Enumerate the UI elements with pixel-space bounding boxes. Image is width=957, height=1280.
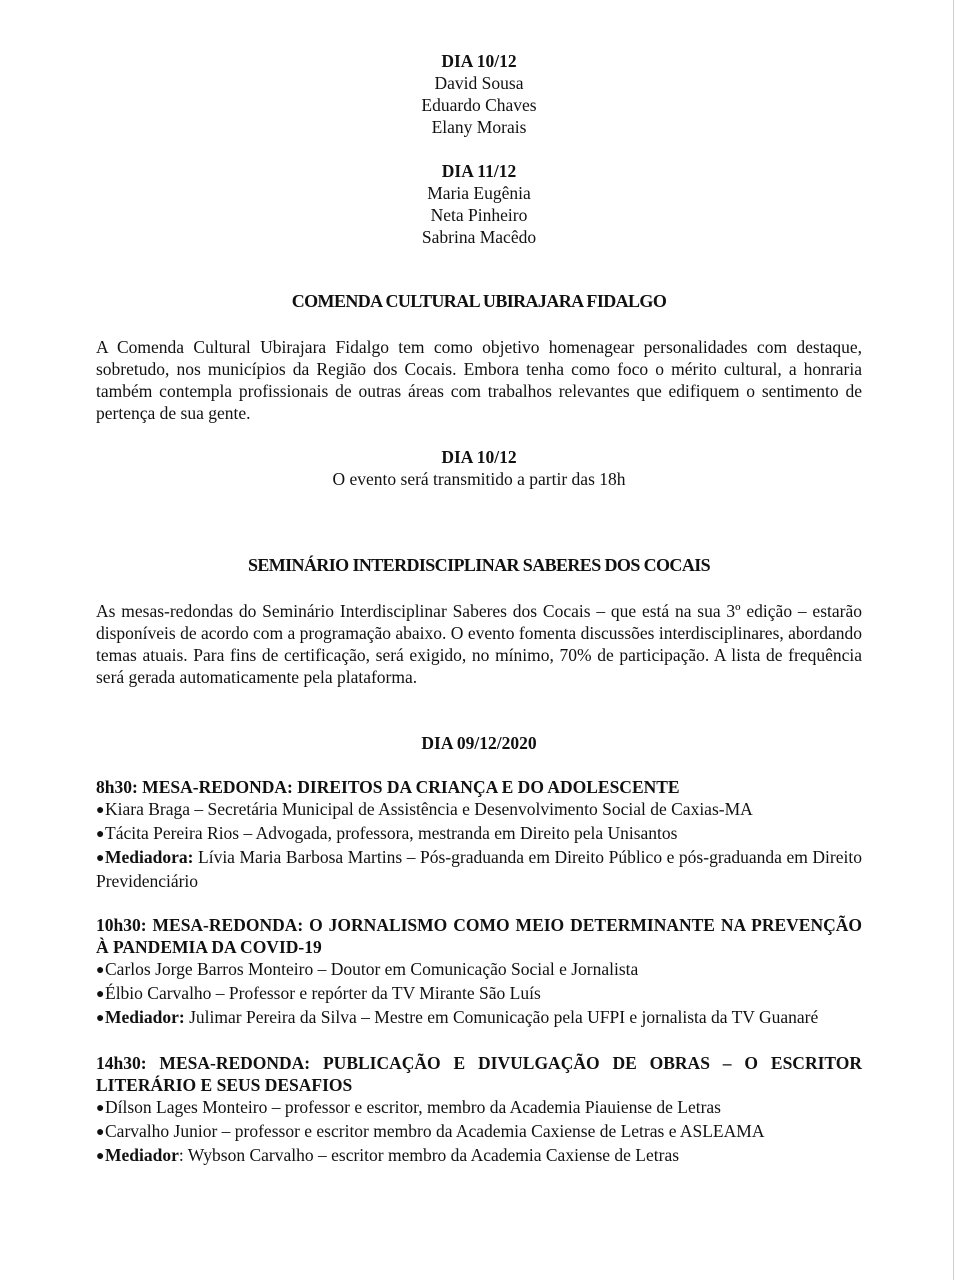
participant-item (96, 1120, 862, 1144)
mesa-heading: 10h30: MESA-REDONDA: O JORNALISMO COMO MEIO DETERMINANTE NA PREVENÇÃO À PANDEMIA DA COVID-19 (96, 915, 862, 957)
honoree-name: Sabrina Macêdo (421, 227, 537, 247)
participant-item (96, 982, 862, 1006)
participant-text: Élbio Carvalho – Professor e repórter da TV Mirante São Luís (105, 983, 541, 1003)
honoree-name: Eduardo Chaves (421, 95, 537, 115)
bullet-icon: ● (96, 851, 105, 866)
participant-item (96, 822, 862, 846)
mesa-redonda-2 (96, 914, 862, 1030)
participant-text: Carlos Jorge Barros Monteiro – Doutor em Comunicação Social e Jornalista (105, 959, 639, 979)
mesa-redonda-3 (96, 1052, 862, 1168)
honoree-name: David Sousa (434, 73, 524, 93)
moderator-label: Mediador (105, 1145, 179, 1165)
honorees-day-1 (96, 50, 862, 138)
day-heading: DIA 10/12 (441, 447, 517, 467)
moderator-item (96, 1006, 862, 1030)
bullet-icon: ● (96, 1125, 105, 1140)
mesa-heading: 14h30: MESA-REDONDA: PUBLICAÇÃO E DIVULGAÇÃO DE OBRAS – O ESCRITOR LITERÁRIO E SEUS DESAFIOS (96, 1053, 862, 1095)
seminario-day: DIA 09/12/2020 (421, 733, 537, 753)
day-heading: DIA 11/12 (441, 161, 517, 181)
bullet-icon: ● (96, 803, 105, 818)
honoree-name: Maria Eugênia (427, 183, 531, 203)
bullet-icon: ● (96, 1011, 105, 1026)
bullet-icon: ● (96, 1101, 105, 1116)
moderator-text: Lívia Maria Barbosa Martins – Pós-graduanda em Direito Público e pós-graduanda em Direito Previdenciário (96, 847, 862, 891)
comenda-title: COMENDA CULTURAL UBIRAJARA FIDALGO (291, 291, 667, 311)
moderator-label: Mediadora: (105, 847, 194, 867)
mesa-heading: 8h30: MESA-REDONDA: DIREITOS DA CRIANÇA E DO ADOLESCENTE (96, 777, 680, 797)
honoree-name: Neta Pinheiro (430, 205, 528, 225)
comenda-schedule (96, 446, 862, 490)
participant-text: Carvalho Junior – professor e escritor membro da Academia Caxiense de Letras e ASLEAMA (105, 1121, 765, 1141)
participant-text: Tácita Pereira Rios – Advogada, professora, mestranda em Direito pela Unisantos (105, 823, 678, 843)
participant-text: Dílson Lages Monteiro – professor e escritor, membro da Academia Piauiense de Letras (105, 1097, 721, 1117)
participant-item (96, 958, 862, 982)
moderator-text: : Wybson Carvalho – escritor membro da Academia Caxiense de Letras (178, 1145, 680, 1165)
honorees-day-2 (96, 160, 862, 248)
seminario-paragraph: As mesas-redondas do Seminário Interdisciplinar Saberes dos Cocais – que está na sua 3º edição – estarão disponíveis de acordo com a programação abaixo. O evento fomenta discussões interdisciplinares, abordando temas atuais. Para fins de certificação, será exigido, no mínimo, 70% de participação. A lista de frequência será gerada automaticamente pela plataforma. (96, 601, 862, 687)
moderator-item (96, 1144, 862, 1168)
moderator-item (96, 846, 862, 892)
honoree-name: Elany Morais (431, 117, 527, 137)
participant-item (96, 798, 862, 822)
comenda-paragraph: A Comenda Cultural Ubirajara Fidalgo tem como objetivo homenagear personalidades com destaque, sobretudo, nos municípios da Região dos Cocais. Embora tenha como foco o mérito cultural, a honraria também contempla profissionais de outras áreas com trabalhos relevantes que edifiquem o sentimento de pertença de sua gente. (96, 337, 862, 423)
moderator-label: Mediador: (105, 1007, 185, 1027)
participant-text: Kiara Braga – Secretária Municipal de Assistência e Desenvolvimento Social de Caxias-MA (105, 799, 753, 819)
broadcast-note: O evento será transmitido a partir das 18h (332, 469, 626, 489)
bullet-icon: ● (96, 827, 105, 842)
seminario-title: SEMINÁRIO INTERDISCIPLINAR SABERES DOS COCAIS (247, 555, 711, 575)
participant-item (96, 1096, 862, 1120)
moderator-text: Julimar Pereira da Silva – Mestre em Comunicação pela UFPI e jornalista da TV Guanaré (184, 1007, 819, 1027)
mesa-redonda-1 (96, 776, 862, 892)
bullet-icon: ● (96, 1149, 105, 1164)
bullet-icon: ● (96, 963, 105, 978)
bullet-icon: ● (96, 987, 105, 1002)
day-heading: DIA 10/12 (441, 51, 517, 71)
